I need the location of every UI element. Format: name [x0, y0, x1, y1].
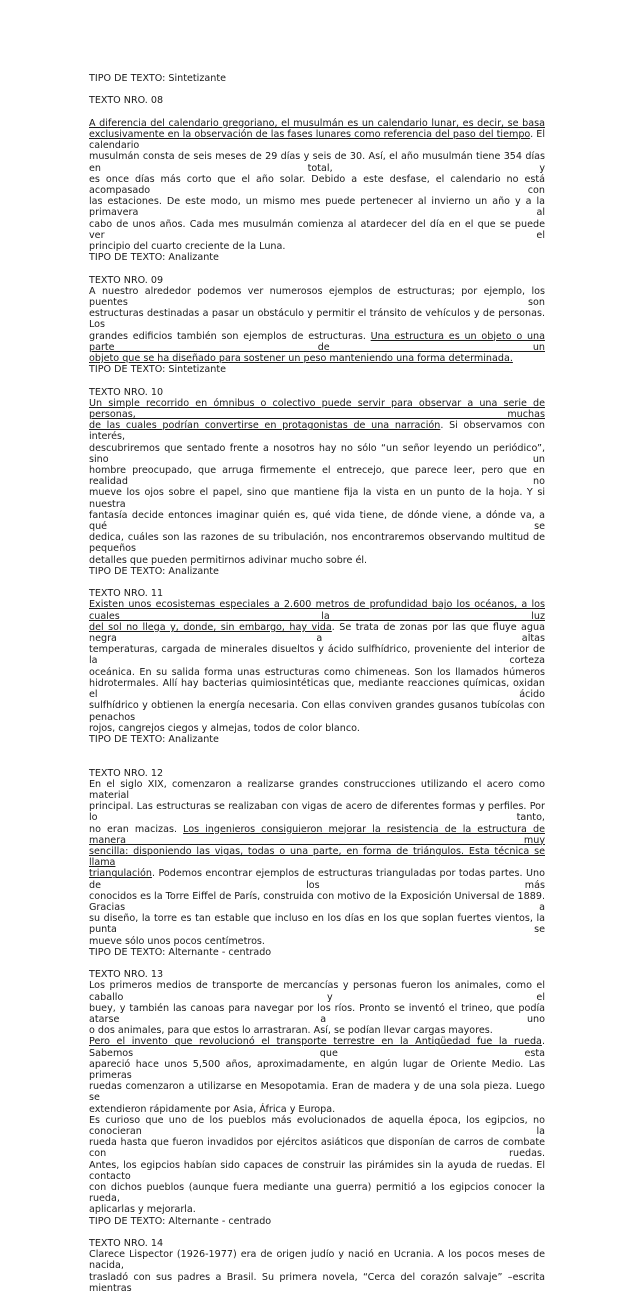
text-10-title: TEXTO NRO. 10 — [89, 386, 164, 398]
text-08-line: principio del cuarto creciente de la Luna. — [89, 241, 286, 253]
text-12-line: conocidos es la Torre Eiffel de París, construida con motivo de la Exposición Universal de 1889. Gracias a — [89, 890, 545, 913]
text-14-title: TEXTO NRO. 14 — [89, 1238, 164, 1249]
text-11-type: TIPO DE TEXTO: Analizante — [89, 733, 219, 745]
text-10-line: fantasía decide entonces imaginar quién es, qué vida tiene, de dónde viene, a dónde va, a qué se — [89, 509, 545, 533]
text-09-line: A nuestro alrededor podemos ver numerosos ejemplos de estructuras; por ejemplo, los puentes son — [89, 285, 545, 309]
text-13-line: o dos animales, para que estos lo arrastraran. Así, se podían llevar cargas mayores. — [89, 1025, 493, 1037]
text-12-line: En el siglo XIX, comenzaron a realizarse grandes construcciones utilizando el acero como material — [89, 778, 545, 801]
text-12-line: principal. Las estructuras se realizaban con vigas de acero de diferentes formas y perfiles. Por lo tanto, — [89, 801, 545, 824]
text-10-line: descubriremos que sentado frente a nosotros hay no sólo “un señor leyendo un periódico”, sino un — [89, 442, 545, 465]
text-08-type: TIPO DE TEXTO: Analizante — [89, 252, 219, 264]
text-10-line-rest: . Si observamos con interés, — [89, 420, 545, 443]
text-13-line: con dichos pueblos (aunque fuera mediante una guerra) permitió a los egipcios conocer la rueda, — [89, 1182, 545, 1205]
underlined-phrase: Los ingenieros consiguieron mejorar la resistencia de la estructura de manera muy — [89, 823, 545, 846]
text-12-title: TEXTO NRO. 12 — [89, 767, 164, 779]
underlined-phrase: del sol no llega y, donde, sin embargo, hay vida — [89, 621, 332, 633]
text-13-type: TIPO DE TEXTO: Alternante - centrado — [89, 1215, 272, 1227]
text-11-line: hidrotermales. Allí hay bacterias quimiosintéticas que, mediante reacciones químicas, oxidan el ácido — [89, 677, 545, 701]
text-13-line: Los primeros medios de transporte de mercancías y personas fueron los animales, como el caballo y el — [89, 980, 545, 1003]
text-12-line-rest: . Podemos encontrar ejemplos de estructuras trianguladas por todas partes. Uno de los más — [89, 868, 545, 891]
text-14-line: Clarece Lispector (1926-1977) era de origen judío y nació en Ucrania. A los pocos meses de nacida, — [89, 1249, 545, 1272]
text-12-line: su diseño, la torre es tan estable que incluso en los días en los que soplan fuertes vientos, la punta se — [89, 913, 545, 936]
text-08-title: TEXTO NRO. 08 — [89, 95, 164, 107]
underlined-phrase: triangulación — [89, 868, 152, 880]
text-13-line: ruedas comenzaron a utilizarse en Mesopotamia. Eran de madera y de una sola pieza. Luego se — [89, 1081, 545, 1104]
text-11-line — [89, 622, 545, 644]
document-page — [89, 73, 545, 1294]
text-10-line: mueve los ojos sobre el papel, sino que mantiene fija la vista en un punto de la hoja. Y si nuestra — [89, 487, 545, 510]
text-11-line: sulfhídrico y obtienen la energía necesaria. Con ellas conviven grandes gusanos tubícolas con penachos — [89, 700, 545, 723]
text-11-line: temperaturas, cargada de minerales disueltos y ácido sulfhídrico, proveniente del interior de la corteza — [89, 644, 545, 667]
text-08-line: las estaciones. De este modo, un mismo mes puede pertenecer al invierno un año y a la primavera al — [89, 196, 545, 219]
text-09-line — [89, 331, 545, 353]
text-11-line: Existen unos ecosistemas especiales a 2.600 metros de profundidad bajo los océanos, a los cuales la luz — [89, 599, 545, 622]
text-10-line: Un simple recorrido en ómnibus o colectivo puede servir para observar a una serie de personas, muchas — [89, 397, 545, 421]
text-11-title: TEXTO NRO. 11 — [89, 588, 164, 600]
text-13-line: apareció hace unos 5,500 años, aproximadamente, en algún lugar de Oriente Medio. Las primeras — [89, 1058, 545, 1081]
underlined-phrase: de las cuales podrían convertirse en protagonistas de una narración — [89, 420, 441, 432]
text-12-line: sencilla: disponiendo las vigas, todas o una parte, en forma de triángulos. Esta técnica se llama — [89, 845, 545, 869]
text-08-line: musulmán consta de seis meses de 29 días y seis de 30. Así, el año musulmán tiene 354 días en total, y — [89, 151, 545, 174]
text-13-line: rueda hasta que fueron invadidos por ejércitos asiáticos que disponían de carros de combate con ruedas. — [89, 1137, 545, 1160]
text-12-type: TIPO DE TEXTO: Alternante - centrado — [89, 946, 272, 958]
underlined-phrase: exclusivamente en la observación de las fases lunares como referencia del paso del tiempo — [89, 128, 531, 140]
text-type-label: TIPO DE TEXTO: Sintetizante — [89, 73, 227, 84]
text-11-line: oceánica. En su salida forma unas estructuras como chimeneas. Son los llamados húmeros — [89, 666, 545, 678]
text-09-line-start: grandes edificios también son ejemplos de estructuras. — [89, 330, 371, 342]
text-08-line: es once días más corto que el año solar. Debido a este desfase, el calendario no está acompasado con — [89, 173, 545, 196]
text-13-line-rest: . Sabemos que esta — [89, 1036, 545, 1059]
text-08-line-rest: . El calendario — [89, 128, 546, 152]
text-10-type: TIPO DE TEXTO: Analizante — [89, 565, 219, 577]
text-13-line: aplicarlas y mejorarla. — [89, 1204, 196, 1216]
text-13-title: TEXTO NRO. 13 — [89, 969, 164, 981]
text-14-line: trasladó con sus padres a Brasil. Su primera novela, “Cerca del corazón salvaje” –escrita mientras — [89, 1271, 545, 1294]
text-10-line: hombre preocupado, que arruga firmemente el entrecejo, que parece leer, pero que en realidad no — [89, 465, 545, 488]
text-12-line-start: no eran macizas. — [89, 823, 184, 835]
text-13-line: buey, y también las canoas para navegar por los ríos. Pronto se inventó el trineo, que podía atarse a uno — [89, 1002, 545, 1025]
underlined-phrase: Una estructura es un objeto o una parte de un — [89, 330, 545, 353]
text-12-line: mueve sólo unos pocos centímetros. — [89, 935, 265, 947]
text-13-line — [89, 1036, 545, 1058]
text-08-line — [89, 129, 545, 151]
text-10-line: detalles que pueden permitirnos adivinar mucho sobre él. — [89, 554, 368, 566]
underlined-phrase: Pero el invento que revolucionó el transporte terrestre en la Antigüedad fue la rueda — [89, 1036, 542, 1048]
text-12-line — [89, 868, 545, 890]
text-11-line: rojos, cangrejos ciegos y almejas, todos de color blanco. — [89, 722, 360, 734]
text-13-line: extendieron rápidamente por Asia, África y Europa. — [89, 1103, 336, 1115]
text-09-line: objeto que se ha diseñado para sostener un peso manteniendo una forma determinada. — [89, 353, 513, 365]
text-12-line — [89, 824, 545, 846]
text-13-line: Antes, los egipcios habían sido capaces de construir las pirámides sin la ayuda de ruedas. El contacto — [89, 1159, 545, 1182]
text-08-line: cabo de unos años. Cada mes musulmán comienza al atardecer del día en el que se puede ver el — [89, 218, 545, 241]
text-13-line: Es curioso que uno de los pueblos más evolucionados de aquella época, los egipcios, no conocieran la — [89, 1114, 545, 1137]
text-10-line: dedica, cuáles son las razones de su tribulación, nos encontraremos observando multitud de pequeños — [89, 532, 545, 555]
text-10-line — [89, 420, 545, 442]
text-09-type: TIPO DE TEXTO: Sintetizante — [89, 364, 227, 376]
text-11-line-rest: . Se trata de zonas por las que fluye agua negra a altas — [89, 621, 545, 645]
text-09-line: estructuras destinadas a pasar un obstáculo y permitir el tránsito de vehículos y de personas. Los — [89, 308, 545, 331]
text-09-title: TEXTO NRO. 09 — [89, 274, 164, 286]
text-08-line: A diferencia del calendario gregoriano, el musulmán es un calendario lunar, es decir, se basa — [89, 117, 545, 129]
